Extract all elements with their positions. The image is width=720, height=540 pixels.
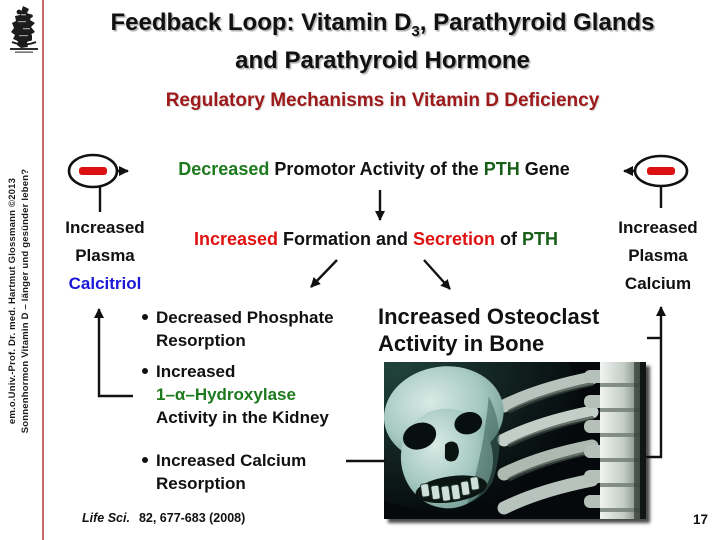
slide-title-line2: and Parathyroid Hormone	[235, 46, 530, 74]
slide-title: Feedback Loop: Vitamin $D_3$, Parathyroid Glands and Parathyroid Hormone	[110, 9, 655, 74]
page-number: 17	[692, 512, 708, 527]
word-pth: PTH	[483, 159, 520, 179]
publisher-logo	[7, 4, 41, 56]
minus-icon	[79, 167, 107, 175]
bullet-hydroxylase: Increased 1–α–Hydroxylase Activity in the Kidney	[156, 360, 370, 429]
word-hydroxylase: 1–α–Hydroxylase	[156, 385, 296, 404]
node-plasma-calcium: Increased Plasma Calcium	[606, 214, 710, 298]
subscript-3: 3	[411, 22, 420, 40]
word-decreased: Decreased	[178, 159, 270, 179]
statement-promoter-activity: Decreased Promotor Activity of the PTH Gene	[178, 159, 570, 179]
credit-line-2: Sonnenhormon Vitamin D – länger und gesünder leben?	[20, 168, 31, 434]
slide-subtitle: Regulatory Mechanisms in Vitamin D Deficiency	[165, 90, 600, 111]
arrow-bone-to-calcium	[646, 307, 661, 457]
minus-icon	[647, 167, 675, 175]
node-plasma-calcitriol: Increased Plasma Calcitriol	[53, 214, 157, 298]
word-calcium: Calcium	[624, 274, 692, 293]
engraving-logo-icon	[7, 4, 41, 56]
effects-bullet-list	[156, 306, 370, 495]
bullet-calcium-resorption: Increased Calcium Resorption	[156, 449, 370, 495]
statement-pth-formation: Increased Formation and Secretion of PTH	[193, 229, 559, 249]
word-increased: Increased	[193, 229, 279, 249]
author-credit-vertical-text	[6, 91, 36, 511]
arrow-formation-to-osteoclast	[424, 260, 450, 289]
citation	[82, 511, 245, 525]
credit-line-1: em.o.Univ.-Prof. Dr. med. Hartmut Glossmann ©2013	[7, 177, 18, 425]
citation-reference: 82, 677-683 (2008)	[138, 511, 246, 525]
negative-feedback-icon-left	[69, 155, 117, 187]
skeleton-xray-image	[384, 362, 646, 519]
word-pth: PTH	[522, 229, 559, 249]
word-secretion: Secretion	[413, 229, 496, 249]
negative-feedback-icon-right	[635, 156, 687, 186]
bullet-phosphate-resorption: Decreased Phosphate Resorption	[156, 306, 370, 352]
heading-osteoclast-activity: Increased Osteoclast Activity in Bone	[378, 304, 600, 356]
arrow-hydroxylase-to-calcitriol	[99, 309, 133, 396]
word-calcitriol: Calcitriol	[68, 274, 142, 293]
sidebar-divider-line	[42, 0, 44, 540]
arrow-formation-to-bullets	[311, 260, 337, 287]
citation-journal: Life Sci.	[82, 511, 130, 525]
